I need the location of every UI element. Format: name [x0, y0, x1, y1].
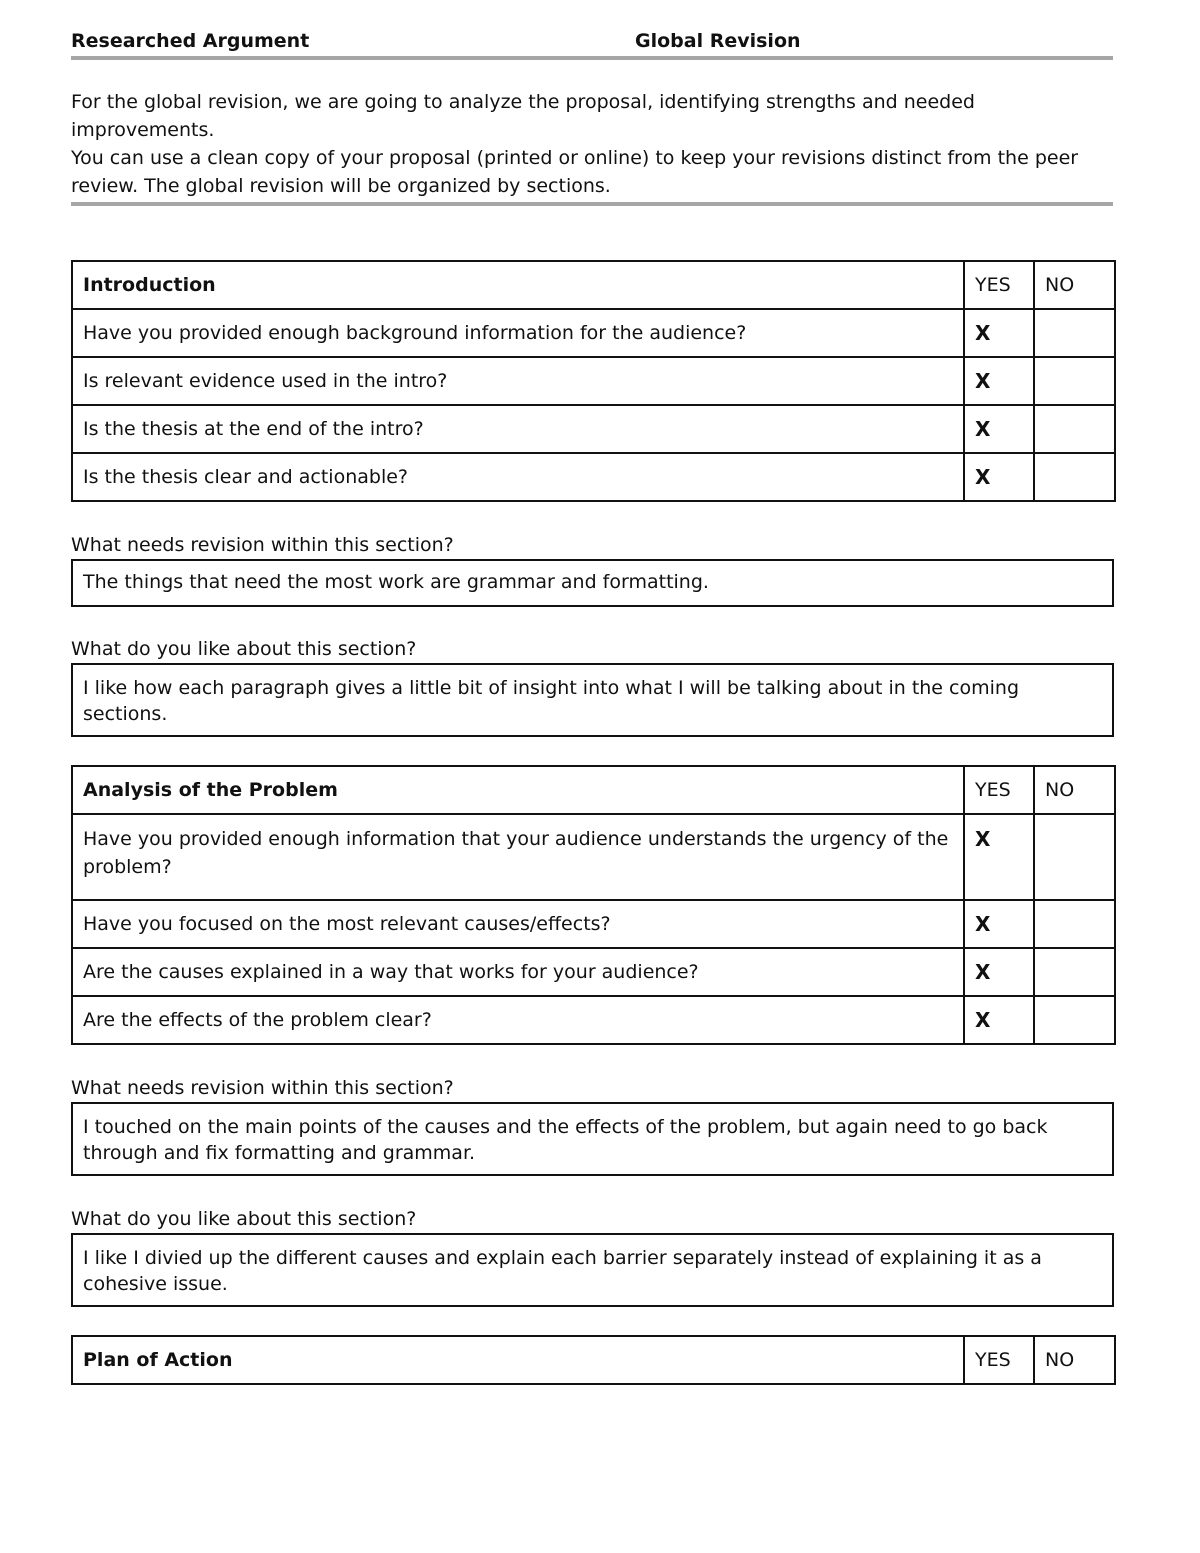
document-page: [71, 28, 1114, 1385]
yes-column-header: YES: [964, 766, 1034, 814]
like-answer-box[interactable]: I like I divied up the different causes and explain each barrier separately instead of explaining it as a cohesive issue.: [71, 1233, 1114, 1307]
no-cell[interactable]: [1034, 948, 1115, 996]
yes-cell[interactable]: X: [964, 309, 1034, 357]
revision-title: Global Revision: [635, 30, 801, 52]
yes-cell[interactable]: X: [964, 900, 1034, 948]
yes-cell[interactable]: X: [964, 814, 1034, 900]
revision-answer-box[interactable]: The things that need the most work are grammar and formatting.: [71, 559, 1114, 607]
question-text: Is the thesis clear and actionable?: [72, 453, 964, 501]
instructions-line-1: For the global revision, we are going to analyze the proposal, identifying strengths and needed improvements.: [71, 91, 975, 141]
section-title: Plan of Action: [72, 1336, 964, 1384]
question-text: Is relevant evidence used in the intro?: [72, 357, 964, 405]
table-row: [72, 357, 1115, 405]
like-prompt: What do you like about this section?: [71, 638, 417, 660]
no-cell[interactable]: [1034, 309, 1115, 357]
question-text: Have you provided enough background information for the audience?: [72, 309, 964, 357]
table-row: [72, 309, 1115, 357]
revision-prompt: What needs revision within this section?: [71, 534, 454, 556]
question-text: Are the effects of the problem clear?: [72, 996, 964, 1044]
yes-cell[interactable]: X: [964, 357, 1034, 405]
analysis-checklist: [71, 765, 1116, 1045]
no-cell[interactable]: [1034, 357, 1115, 405]
question-text: Is the thesis at the end of the intro?: [72, 405, 964, 453]
no-column-header: NO: [1034, 766, 1115, 814]
table-row: [72, 996, 1115, 1044]
section-title: Introduction: [72, 261, 964, 309]
yes-cell[interactable]: X: [964, 948, 1034, 996]
assignment-title: Researched Argument: [71, 30, 310, 52]
no-cell[interactable]: [1034, 900, 1115, 948]
instructions: [71, 88, 1114, 206]
yes-column-header: YES: [964, 1336, 1034, 1384]
no-cell[interactable]: [1034, 405, 1115, 453]
question-text: Are the causes explained in a way that works for your audience?: [72, 948, 964, 996]
no-cell[interactable]: [1034, 814, 1115, 900]
table-row: [72, 405, 1115, 453]
checklist-header-row: [72, 1336, 1115, 1384]
yes-cell[interactable]: X: [964, 996, 1034, 1044]
table-row: [72, 453, 1115, 501]
table-row: [72, 900, 1115, 948]
revision-prompt: What needs revision within this section?: [71, 1077, 454, 1099]
yes-cell[interactable]: X: [964, 453, 1034, 501]
yes-cell[interactable]: X: [964, 405, 1034, 453]
table-row: [72, 948, 1115, 996]
no-cell[interactable]: [1034, 996, 1115, 1044]
document-header: [71, 28, 1114, 56]
no-column-header: NO: [1034, 261, 1115, 309]
instructions-line-2: You can use a clean copy of your proposal (printed or online) to keep your revisions distinct from the peer review. The global revision will be organized by sections.: [71, 147, 1079, 197]
like-answer-box[interactable]: I like how each paragraph gives a little bit of insight into what I will be talking about in the coming sections.: [71, 663, 1114, 737]
like-prompt: What do you like about this section?: [71, 1208, 417, 1230]
question-text: Have you focused on the most relevant causes/effects?: [72, 900, 964, 948]
introduction-checklist: [71, 260, 1116, 502]
question-text: Have you provided enough information that your audience understands the urgency of the problem?: [72, 814, 964, 900]
header-divider: [71, 56, 1113, 60]
yes-column-header: YES: [964, 261, 1034, 309]
section-title: Analysis of the Problem: [72, 766, 964, 814]
checklist-header-row: [72, 766, 1115, 814]
no-column-header: NO: [1034, 1336, 1115, 1384]
revision-answer-box[interactable]: I touched on the main points of the causes and the effects of the problem, but again need to go back through and fix formatting and grammar.: [71, 1102, 1114, 1176]
table-row: [72, 814, 1115, 900]
plan-of-action-checklist: [71, 1335, 1116, 1385]
no-cell[interactable]: [1034, 453, 1115, 501]
checklist-header-row: [72, 261, 1115, 309]
